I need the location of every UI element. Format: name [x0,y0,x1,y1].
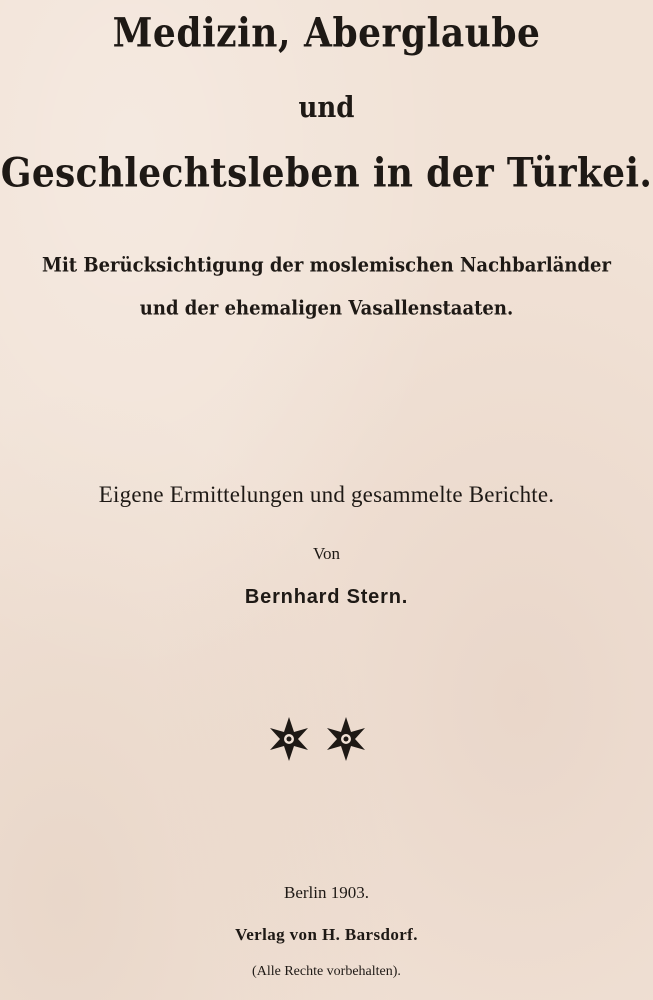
title-line-1: Medizin, Aberglaube [112,9,541,57]
tagline: Eigene Ermittelungen und gesammelte Berichte. [98,482,555,507]
subtitle-line-2: und der ehemaligen Vasallenstaaten. [139,296,514,321]
place-year: Berlin 1903. [284,883,369,902]
title-line-2: und [298,91,355,125]
byline-von: Von [312,544,341,563]
two-star-ornament-icon [262,714,372,764]
author-name: Bernhard Stern. [244,586,409,608]
rights-notice: (Alle Rechte vorbehalten). [252,964,401,979]
star-icon [270,717,308,761]
title-line-3: Geschlechtsleben in der Türkei. [0,149,653,197]
publisher: Verlag von H. Barsdorf. [235,925,418,944]
subtitle-line-1: Mit Berücksichtigung der moslemischen Nachbarländer [42,253,611,278]
star-icon [327,717,365,761]
